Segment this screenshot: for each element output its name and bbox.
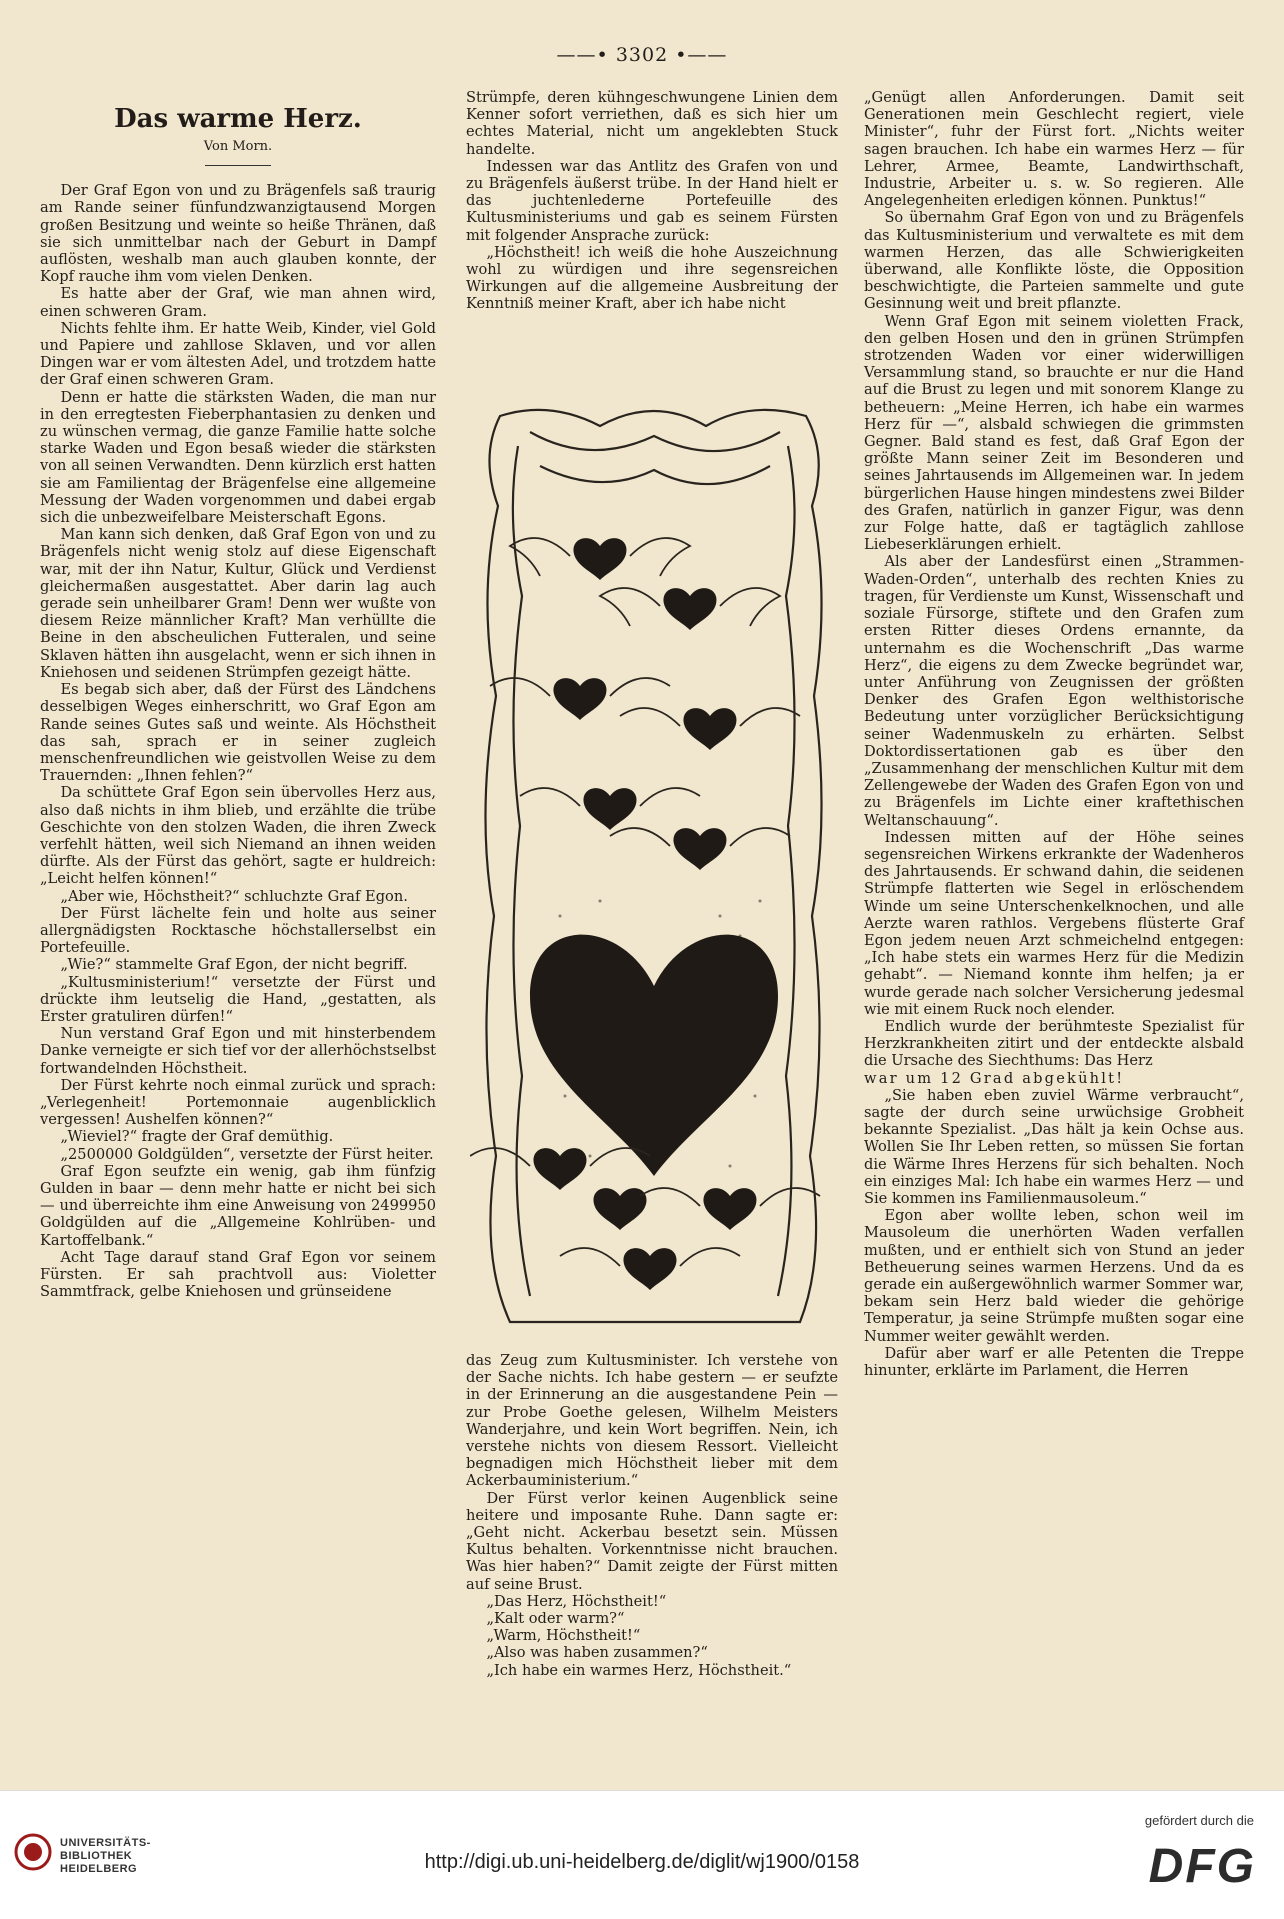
page-header: [0, 44, 1284, 66]
paragraph: Der Fürst lächelte fein und holte aus seiner allergnädigsten Rocktasche höchstallerselbst ein Portefeuille.: [40, 904, 436, 957]
paragraph: „Das Herz, Höchstheit!“: [486, 1592, 667, 1610]
paragraph: „Sie haben eben zuviel Wärme verbraucht“, sagte der durch seine urwüchsige Grobheit bekannte Spezialist. „Das hält ja kein Ochse aus. Wollen Sie Ihr Leben retten, so müssen Sie fortan die Wärme Ihres Herzens für sich behalten. Noch ein einziges Mal: Ich habe ein warmes Herz — und Sie kommen ins Familienmausoleum.“: [864, 1086, 1244, 1207]
paragraph: Strümpfe, deren kühngeschwungene Linien dem Kenner sofort verriethen, daß es sich hier um echtes Material, nicht um angeklebten Stuck handelte.: [466, 89, 838, 158]
paragraph: Endlich wurde der berühmteste Spezialist für Herzkrankheiten zitirt und der entdeckte alsbald die Ursache des Siechthums: Das Herz: [864, 1017, 1244, 1070]
paragraph: „Also was haben zusammen?“: [486, 1644, 708, 1662]
article-column-2-top: [466, 89, 838, 313]
paragraph: Denn er hatte die stärksten Waden, die man nur in den erregtesten Fieberphantasien zu denken und zu wünschen vermag, die ganze Familie hatte solche starke Waden und Egon besaß wieder die stärksten von all seinen Verwandten. Denn kürzlich erst hatten sie am Familientag der Brägenfelse eine allgemeine Messung der Waden vorgenommen und dabei ergab sich die unbezweifelbare Meisterschaft Egons.: [40, 388, 436, 527]
paragraph: Der Graf Egon von und zu Brägenfels saß traurig am Rande seiner fünfundzwanzigtausend Morgen großen Besitzung und weinte so heiße Thränen, daß sie sich unmittelbar nach der Geburt in Dampf auflösten, weshalb man auch glauben konnte, der Kopf rauche ihm vom vielen Denken.: [40, 182, 436, 286]
paragraph: Egon aber wollte leben, schon weil im Mausoleum die unerhörten Waden verfallen mußten, und er enthielt sich von Stund an jeder Betheuerung seines warmen Herzens. Und da es gerade ein außergewöhnlich warmer Sommer war, bekam sein Herz bald wieder die gehörige Temperatur, ja seine Strümpfe mußten sogar eine Nummer weiter gewählt werden.: [864, 1207, 1244, 1345]
paragraph: „Wieviel?“ fragte der Graf demüthig.: [60, 1128, 334, 1146]
paragraph: „Ich habe ein warmes Herz, Höchstheit.“: [486, 1661, 792, 1679]
funding-text: gefördert durch die: [1144, 1813, 1254, 1828]
paragraph: Als aber der Landesfürst einen „Strammen-Waden-Orden“, unterhalb des rechten Knies zu tragen, für Verdienste um Kunst, Wissenschaft und soziale Fürsorge, stiftete und den Grafen zum ersten Ritter dieses Ordens ernannte, da unternahm es die Wochenschrift „Das warme Herz“, die eigens zu dem Zwecke begründet war, unter Anführung von Zeugnissen der größten Denker des Grafen Egon welthistorische Bedeutung unter vorzüglicher Berücksichtigung seiner Wadenmuskeln zu erhärten. Selbst Doktordissertationen gab es über den „Zusammenhang der menschlichen Kultur mit dem Zellengewebe der Waden des Grafen Egon von und zu Brägenfels im Lichte einer kraftethischen Weltanschauung“.: [864, 553, 1244, 829]
heart-illustration: [470, 396, 838, 1342]
article-column-3: [864, 89, 1244, 1379]
paragraph: Graf Egon seufzte ein wenig, gab ihm fünfzig Gulden in baar — denn mehr hatte er nicht bei sich — und überreichte ihm eine Anweisung von 2499950 Goldgülden auf die „Allgemeine Kohlrüben- und Kartoffelbank.“: [40, 1162, 436, 1249]
paragraph-emphasis: war um 12 Grad abgekühlt!: [864, 1069, 1125, 1087]
page-number: 3302: [615, 44, 669, 66]
paragraph: Es hatte aber der Graf, wie man ahnen wird, einen schweren Gram.: [40, 285, 436, 320]
paragraph: „Wie?“ stammelte Graf Egon, der nicht begriff.: [60, 956, 408, 974]
paragraph: Indessen mitten auf der Höhe seines segensreichen Wirkens erkrankte der Wadenheros des Jahrtausends. Er schwand dahin, die seidenen Strümpfe flatterten wie Segel in erlöschendem Winde um seine Unterschenkelknochen, und alle Aerzte waren rathlos. Vergebens flüsterte Graf Egon jedem neuen Arzt schmeichelnd entgegen: „Ich habe stets ein warmes Herz für die Medizin gehabt“. — Niemand konnte ihm helfen; ja er wurde gerade nach solcher Versicherung jedesmal wie mit einem Ruck noch elender.: [864, 828, 1244, 1018]
paragraph: Dafür aber warf er alle Petenten die Treppe hinunter, erklärte im Parlament, die Herren: [864, 1344, 1244, 1380]
paragraph: „Genügt allen Anforderungen. Damit seit Generationen mein Geschlecht regiert, viele Minister“, fuhr der Fürst fort. „Nichts weiter sagen brauchen. Ich habe ein warmes Herz — für Lehrer, Armee, Beamte, Landwirthschaft, Industrie, Arbeiter u. s. w. So regieren. Alle Angelegenheiten erledigen können. Punktus!“: [864, 89, 1244, 210]
paragraph: „Aber wie, Höchstheit?“ schluchzte Graf Egon.: [60, 887, 408, 905]
paragraph: Indessen war das Antlitz des Grafen von und zu Brägenfels äußerst trübe. In der Hand hielt er das juchtenlederne Portefeuille des Kultusministeriums und gab es seinem Fürsten mit folgender Ansprache zurück:: [466, 157, 838, 244]
institution-name: UNIVERSITÄTS- BIBLIOTHEK HEIDELBERG: [60, 1837, 151, 1875]
paragraph: Da schüttete Graf Egon sein übervolles Herz aus, also daß nichts in ihm blieb, und erzählte die trübe Geschichte von den stolzen Waden, die ihren Zweck verfehlt hätten, weil sich Niemand an ihnen weiden dürfte. Als der Fürst das gehört, sagte er huldreich: „Leicht helfen können!“: [40, 784, 436, 888]
source-url[interactable]: http://digi.ub.uni-heidelberg.de/diglit/wj1900/0158: [424, 1851, 860, 1873]
article-column-2-bottom: [466, 1352, 838, 1679]
paragraph: Acht Tage darauf stand Graf Egon vor seinem Fürsten. Er sah prachtvoll aus: Violetter Sammtfrack, gelbe Kniehosen und grünseidene: [40, 1248, 436, 1301]
paragraph: „2500000 Goldgülden“, versetzte der Fürst heiter.: [60, 1145, 434, 1163]
ornament-right: •——: [675, 44, 728, 66]
paragraph: Der Fürst kehrte noch einmal zurück und sprach: „Verlegenheit! Portemonnaie augenblicklich vergessen! Aushelfen können?“: [40, 1076, 436, 1129]
ornament-left: ——•: [556, 44, 609, 66]
paragraph: „Kultusministerium!“ versetzte der Fürst und drückte ihm leutselig die Hand, „gestatten, als Erster gratuliren dürfen!“: [40, 973, 436, 1025]
paragraph: So übernahm Graf Egon von und zu Brägenfels das Kultusministerium und verwaltete es mit dem warmen Herzen, das alle Schwierigkeiten überwand, alle Konflikte löste, die Opposition beschwichtigte, die Parteien sammelte und gute Gesinnung weit und breit pflanzte.: [864, 209, 1244, 313]
article-title: Das warme Herz.: [114, 104, 362, 134]
paragraph: Wenn Graf Egon mit seinem violetten Frack, den gelben Hosen und den in grünen Strümpfen strotzenden Waden vor einer widerwilligen Versammlung stand, so brauchte er nur die Hand auf die Brust zu legen und mit sonorem Klange zu betheuern: „Meine Herren, ich habe ein warmes Herz für —“, alsbald schwiegen die grimmsten Gegner. Bald stand es fest, daß Graf Egon der größte Mann seiner Zeit im Besonderen und seines Jahrtausends im Allgemeinen war. In jedem bürgerlichen Hause hingen mindestens zwei Bilder des Grafen, natürlich in ganzer Figur, was denn zur Folge hatte, daß er tagtäglich zahllose Liebeserklärungen erhielt.: [864, 312, 1244, 554]
title-divider: [205, 165, 271, 166]
article-byline: Von Morn.: [203, 139, 273, 154]
paragraph: Nun verstand Graf Egon und mit hinsterbendem Danke verneigte er sich tief vor der allerhöchstselbst fortwandelnden Höchstheit.: [40, 1025, 436, 1077]
paragraph: Nichts fehlte ihm. Er hatte Weib, Kinder, viel Gold und Papiere und zahllose Sklaven, und vor allen Dingen war er vom ältesten Adel, und trotzdem hatte der Graf einen schweren Gram.: [40, 319, 436, 389]
paragraph: das Zeug zum Kultusminister. Ich verstehe von der Sache nichts. Ich habe gestern — er seufzte in der Erinnerung an die ausgestandene Pein — zur Probe Goethe gelesen, Wilhelm Meisters Wanderjahre, und kein Wort begriffen. Nein, ich verstehe nichts von diesem Ressort. Vielleicht begnadigen mich Höchstheit lieber mit dem Ackerbauministerium.“: [466, 1352, 838, 1490]
dfg-logo: DFG: [1148, 1840, 1256, 1893]
paragraph: „Höchstheit! ich weiß die hohe Auszeichnung wohl zu würdigen und ihre segensreichen Wirkungen auf die allgemeine Ausbreitung der Kenntniß meiner Kraft, aber ich habe nicht: [466, 243, 838, 313]
viewer-footer: [0, 1790, 1284, 1919]
paragraph: Es begab sich aber, daß der Fürst des Ländchens desselbigen Weges einherschritt, wo Graf Egon am Rande seines Gutes saß und weinte. Als Höchstheit das sah, sprach er in seiner zugleich menschenfreundlichen wie geistvollen Weise zu dem Trauernden: „Ihnen fehlen?“: [40, 681, 436, 785]
paragraph: „Kalt oder warm?“: [486, 1610, 625, 1628]
article-column-1: [40, 104, 436, 1300]
paragraph: Der Fürst verlor keinen Augenblick seine heitere und imposante Ruhe. Dann sagte er: „Geht nicht. Ackerbau besetzt sein. Müssen Kultus behalten. Vorkenntnisse nicht brauchen. Was hier haben?“ Damit zeigte der Fürst mitten auf seine Brust.: [466, 1489, 838, 1593]
paragraph: Man kann sich denken, daß Graf Egon von und zu Brägenfels nicht wenig stolz auf diese Eigenschaft war, mit der ihn Natur, Kultur, Glück und Verdienst gleichermaßen ausgestattet. Aber darin lag auch gerade sein unheilbarer Gram! Denn wer wußte von diesem Reize männlicher Kraft? Man verhüllte die Beine in den abscheulichen Futteralen, und seine Sklaven hätten ihn ausgelacht, wenn er sich ihnen in Kniehosen und seidenen Strümpfen gezeigt hätte.: [40, 526, 436, 681]
paragraph: „Warm, Höchstheit!“: [486, 1627, 641, 1645]
